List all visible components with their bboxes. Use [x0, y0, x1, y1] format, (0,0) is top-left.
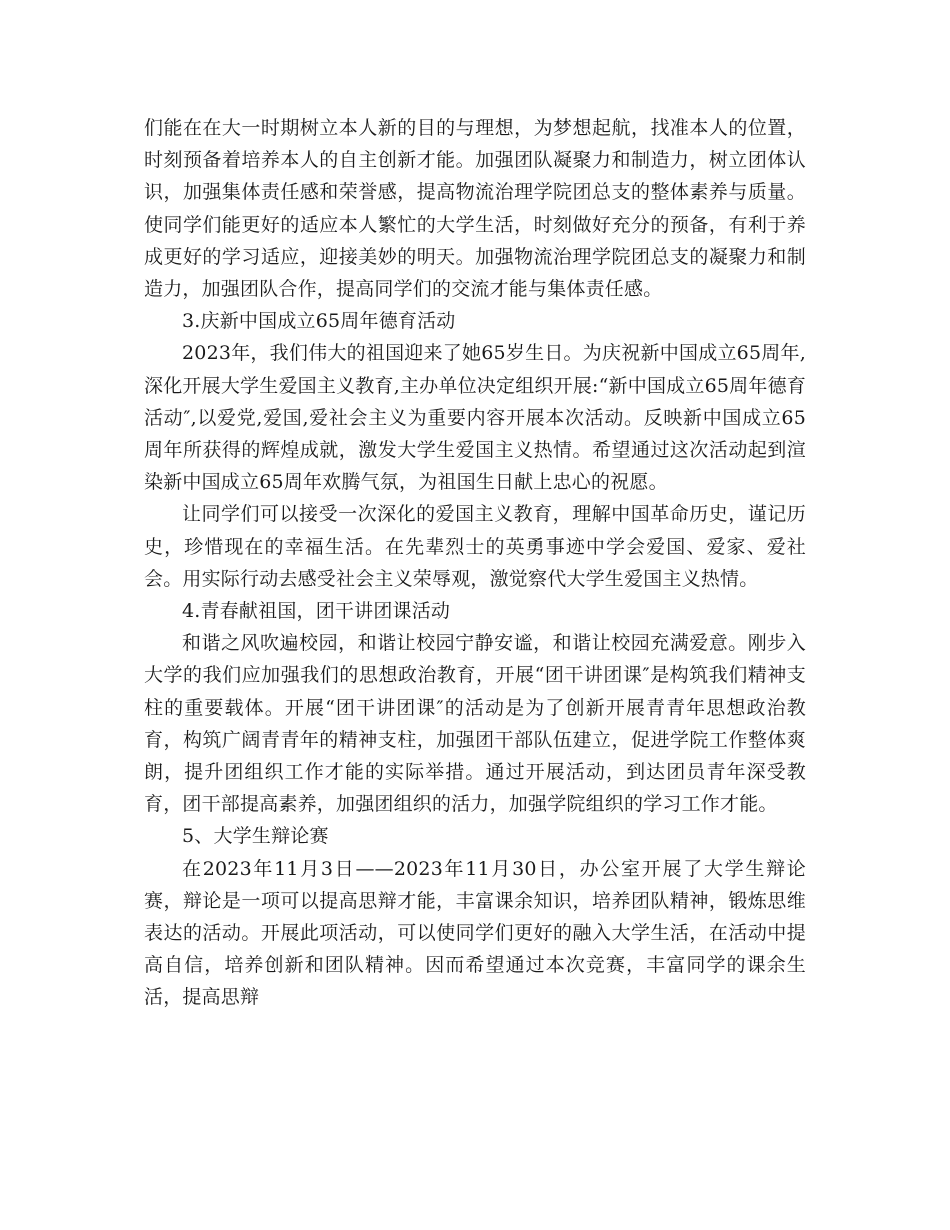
paragraph-1: 们能在在大一时期树立本人新的目的与理想，为梦想起航，找准本人的位置，时刻预备着培养本人的自主创新才能。加强团队凝聚力和制造力，树立团体认识，加强集体责任感和荣誉感，提高物流治理学院团总支的整体素养与质量。使同学们能更好的适应本人繁忙的大学生活，时刻做好充分的预备，有利于养成更好的学习适应，迎接美妙的明天。加强物流治理学院团总支的凝聚力和制造力，加强团队合作，提高同学们的交流才能与集体责任感。 [144, 117, 806, 301]
section-heading-4: 4.青春献祖国，团干讲团课活动 [182, 600, 451, 623]
paragraph-3: 让同学们可以接受一次深化的爱国主义教育，理解中国革命历史，谨记历史，珍惜现在的幸福生活。在先辈烈士的英勇事迹中学会爱国、爱家、爱社会。用实际行动去感受社会主义荣辱观，激觉察代大学生爱国主义热情。 [144, 503, 806, 590]
document-body [144, 112, 806, 1014]
paragraph-2: 2023年，我们伟大的祖国迎来了她65岁生日。为庆祝新中国成立65周年,深化开展大学生爱国主义教育,主办单位决定组织开展:“新中国成立65周年德育活动″,以爱党,爱国,爱社会主义为重要内容开展本次活动。反映新中国成立65周年所获得的辉煌成就，激发大学生爱国主义热情。希望通过这次活动起到渲染新中国成立65周年欢腾气氛，为祖国生日献上忠心的祝愿。 [144, 342, 806, 494]
paragraph-5: 在2023年11月3日——2023年11月30日，办公室开展了大学生辩论赛，辩论是一项可以提高思辩才能，丰富课余知识，培养团队精神，锻炼思维表达的活动。开展此项活动，可以使同学们更好的融入大学生活，在活动中提高自信，培养创新和团队精神。因而希望通过本次竞赛，丰富同学的课余生活，提高思辩 [144, 857, 806, 1009]
section-heading-5: 5、大学生辩论赛 [182, 825, 329, 848]
section-heading-3: 3.庆新中国成立65周年德育活动 [182, 310, 456, 333]
paragraph-4: 和谐之风吹遍校园，和谐让校园宁静安谧，和谐让校园充满爱意。刚步入大学的我们应加强我们的思想政治教育，开展“团干讲团课″是构筑我们精神支柱的重要载体。开展“团干讲团课″的活动是为了创新开展青青年思想政治教育，构筑广阔青青年的精神支柱，加强团干部队伍建立，促进学院工作整体爽朗，提升团组织工作才能的实际举措。通过开展活动，到达团员青年深受教育，团干部提高素养，加强团组织的活力，加强学院组织的学习工作才能。 [144, 632, 806, 816]
